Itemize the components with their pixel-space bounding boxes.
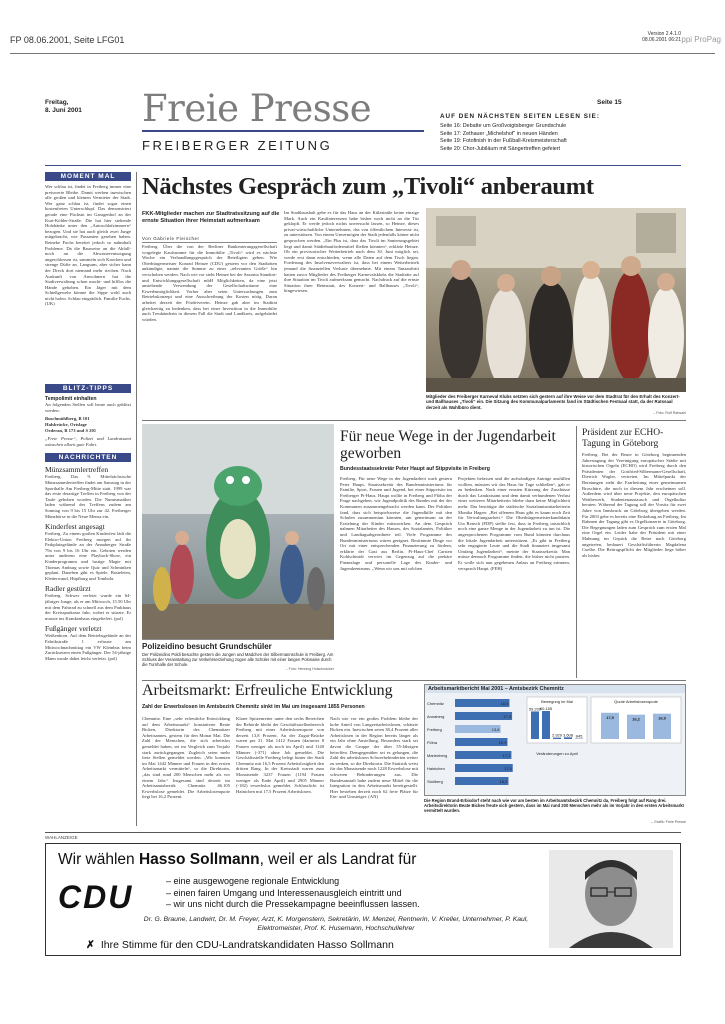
chart-mid-value: 59.200 xyxy=(528,706,542,712)
election-ad xyxy=(45,843,681,956)
chart-right-title: Quote Arbeitslosenquote xyxy=(614,699,658,704)
youth-headline: Für neue Wege in der Jugendarbeit geworben xyxy=(340,428,556,462)
blitz-list xyxy=(45,416,131,433)
carnival-photo xyxy=(426,208,686,392)
lead-col1: Freiberg. Über die von der Berliner Bankenierungsgesellschaft vorgelegte Kaufsumme für die Immobilie „Tivoli“ wird es nächste Woche ein Verhandlungsgespräch der Beteiligten geben. Wie Oberbürgermeister Konrad Heinze (CDU) gestern vor den Stadträten ankündigte, nannte die Summe zu einer „relevanten Größe“ hin verschoben werden. Nach wie vor sieht Heinze bei der Saxonia Standort- und Entwicklungsgesellschaft mbH Möglichkeiten, da eine jetzt anstehende Verwendung der Gesellschaftsräume eine Erwerbsmöglichkeit. Vorher aber seien Untersuchungen zum Betriebskonzept und eine Ausschreibung der Kosten nötig. Daran arbeitet derzeit der Förderverein. Heinze gab aber im Stadtrat gleichzeitig zu bedenken, dass bei einer Investition in die Immobilie auch Treuhänderin in diesem Fall die Stadt und Landkreis, aufgebürdet würden. xyxy=(142,244,277,322)
chart-category-label: Marienberg xyxy=(427,753,448,758)
version-text: Version 2.4.1.0 xyxy=(647,31,681,37)
masthead-logo xyxy=(142,87,424,153)
chart-value-label: 16,2 xyxy=(499,779,508,784)
chart-category-label: Chemnitz xyxy=(427,701,444,706)
news-item xyxy=(45,522,131,581)
chart-category-label: Flöha xyxy=(427,740,438,745)
ad-headline xyxy=(58,851,416,869)
chart-credit: – Grafik: Freie Presse xyxy=(651,820,686,824)
chart-mid-bar xyxy=(542,711,550,739)
chart-bottom-label: Veränderungen zu April xyxy=(536,751,578,756)
news-item xyxy=(45,584,131,621)
chart-quota-value: 17,5 xyxy=(606,714,614,720)
lead-bottom-rule xyxy=(142,420,686,421)
next-page-item: Seite 20: Chor-Jubiläum mit Sängertreffen gefeiert xyxy=(440,145,561,152)
ad-top-rule xyxy=(45,832,681,833)
chart-value-label: 17,5 xyxy=(503,766,512,771)
moment-text: Wer schlau ist, findet in Freiberg immer eine preiswerte Bleibe. Damit werben inzwischen alle großen und kleinen Vermieter der Stadt. Wer ganz schlau ist, findet sogar einen kostenfreien Unterschlupf. Das demonstriert gerade eine Füchsin im Garagenhof an der Kurt-Köhler-Straße. Die hat hier stehende Holzbänke unter den „Autoschlafzimmern“ bezogen. Und sie hat auch gleich zwei Junge mitgebracht, wie Passanten gesehen haben. Reineke Fuchs bereitet jedoch so nahmhaft Probleme. Da die Bauweise an die Abfall- noch an die Abwasserentsorgung angeschlossen ist, sammeln sich Knochen und strenge Düfte an. Langsam, aber sicher kann der Dreck dort niemand mehr riechen. Nach Auskunft von Anwohnern hat die Stadtverwaltung schon macht- und hilflos die Hände gehoben. Ein Jäger mit dem Schießgewehr könnte die Sippe wohl auch nicht holen. Schlau eingrädich. Familie Fuchs. (UK) xyxy=(45,184,131,307)
lead-headline: Nächstes Gespräch zum „Tivoli“ anberaumt xyxy=(142,173,594,200)
chart-value-label: 17,1 xyxy=(502,753,511,758)
news-title: Münzsammlertreffen xyxy=(45,465,109,475)
page-meta-version xyxy=(642,31,681,43)
next-pages-box xyxy=(440,113,685,153)
labor-col1: Chemnitz. Eine „sehr erfreuliche Entwicklung auf dem Arbeitsmarkt“ konstatierte Beate Bicken, Direktorin des Chemnitzer Arbeitsamtes, gestern für den Monat Mai. Die Zahl der Menschen, die sich arbeitslos gemeldet haben, sei im Vergleich zum Vorjahr stark zurückgegangen. Zugleich seien mehr freie Stellen gemeldet worden. „Wir konnten im Mai 1442 Männer und Frauen in den ersten Arbeitsmarkt vermitteln“, so die Direktorin, „das sind rund 200 Menschen mehr als vor einem Jahr.“ Insgesamt sind derzeit im Arbeitsamtsbezirk Chemnitz 46.105 Erwerbslose gemeldet. Die Arbeitslosenquote liegt bei 16,2 Prozent. xyxy=(142,716,230,800)
news-item xyxy=(45,465,131,519)
youth-echo-divider xyxy=(576,426,577,678)
vote-cross-icon: ✗ xyxy=(86,939,95,951)
ad-point: – eine ausgewogene regionale Entwicklung xyxy=(166,876,340,886)
blitz-note: „Freie Presse“, Polizei und Landratsamt wünschen allzeit gute Fahrt. xyxy=(45,436,131,447)
chart-quota-value: 16,9 xyxy=(658,715,666,721)
chart-mid-bar xyxy=(531,711,539,739)
carnival-caption: Mitglieder des Freiberger Karneval Klubs setzten sich gestern auf ihre Weise vor dem Stadtrat für den Erhalt des Konzert- und Ballhauses „Tivoli“ ein. Die Sitzung des Kommunalparlaments fand im Städtischen Festsaal statt, da der Ratssaal derzeit als Wahlbüro dient. xyxy=(426,394,680,410)
next-page-item: Seite 17: Zethauer „Michelshof“ in neuen Händen xyxy=(440,130,558,137)
ad-headline-pre: Wir wählen xyxy=(58,851,139,868)
news-heading: NACHRICHTEN xyxy=(45,453,131,462)
chart-value-label: 15,9 xyxy=(498,740,507,745)
moment-heading: MOMENT MAL xyxy=(45,172,131,181)
dino-photo-art xyxy=(142,424,334,639)
blitz-title: Tempolimit einhalten xyxy=(45,396,97,402)
echo-text: Freiberg. Bei der Beute in Göteborg beginnenden Jahrestagung der Vereinigung europäischer Städte mit historischen Orgeln (ECHO) wird Freiberg durch den Präsidenten der Gottfried-Silbermann-Gesellschaft, Dietrich Wagler, vertreten. Im Mittelpunkt der Beratungen steht die Erarbeitung einer gemeinsamen Broschüre, die noch in diesem Jahr erscheinen soll. Außerdem wird über neue Projekte, den europäischen Wettbewerb, Studentenaustausch und Orgelkultur beraten. Während der Tagung soll der Vorsitz für zwei Jahre von Innsbruck an Göteborg übergeben werden. Für 2003 gebe es bereits eine Einladung an Freiberg. Im Rahmen der Tagung gibt es Orgelkonzerte in Göteborg. Die Begegnungen laden zum Gespräch zum ersten Mal eine Orgel ein. Leider habe der Präsident mit einer Mahnung im Gepäck die Reise nach Göteborg angetreten, bedauert Geschäftsführerin Magdalena Cuelbe. Die Beitragspflicht der Mitglieder liege höher als bisher. xyxy=(582,452,686,558)
chart-mid-bar xyxy=(564,737,572,739)
ad-headline-name: Hasso Sollmann xyxy=(138,851,260,868)
cdu-logo: CDU xyxy=(58,879,134,915)
blitz-item: Halsbrücke, Ortslage xyxy=(45,421,87,427)
ad-vote-line xyxy=(86,939,394,951)
chart-value-label: 16,5 xyxy=(500,701,509,706)
blitz-heading: BLITZ-TIPPS xyxy=(45,384,131,393)
issue-date-text: 8. Juni 2001 xyxy=(45,107,82,114)
blitz-item: Oederan, B 173 und S 201 xyxy=(45,427,97,433)
chart-mid-value: 845 xyxy=(575,733,583,739)
youth-col1: Freiberg. Für neue Wege in der Jugendarbeit warb gestern Peter Haupt, Staatssekretär des Bundesministeriums für Familie, Sport, Frauen und Jugend, bei einer Stippvisite im Freiberger Pi-Haus. Haupt wollte in Freiberg und Flöha der Frage nachgehen, wie Jugendpolitik des Bundes mit der der Kommunen zusammengebracht werden kann. Der Politiker fand, dass sich beispielsweise die Jugendhilfe mit den Schulen zusammentun könnten, um gemeinsam an der Erziehung der Kinder mitzuwirken. An dem Gespräch nahmen Mitarbeiter des Hauses, des Sozialamtes, Politiker und Landtagsabgeordnete teil. Viele Programme des Bundesministeriums wären geeignet. Bestimmte Dinge vor Ort mit einer entsprechenden Finanzierung zu fördern, erklärte der Gast aus Berlin. Pi-Haus-Chef Carsten Kohlschmidt verwies im Gegenzug auf die prekäre Finanzlage und personelle Lage des Kinder- und Jugendzentrums. „Wenn wir uns mit solchen xyxy=(340,476,452,571)
dino-caption: Der Polizeidino Poldi besuchte gestern die Jungen und Mädchen der Silbermannschule in Freiberg. Am Schluss der Veranstaltung zur Verkehrserziehung zogen alle Schüler mit einer langen Polonaise durch die Turnhalle der Schule. xyxy=(142,652,334,667)
news-item xyxy=(45,624,131,661)
next-page-item: Seite 19: Fotofinish in der Fußball-Kreismeisterschaft xyxy=(440,138,567,144)
news-text: Freiberg. Schwer verletzt wurde ein 64-jähriger Junge, als er am Mittwoch, 15.50 Uhr mit dem Fahrrad zu schnell aus dem Parkhaus der Kreissparkasse fuhr, wobei er stürzte. Er musste ins Krankenhaus eingeliefert. (pol) xyxy=(45,593,131,621)
ad-points xyxy=(166,876,420,911)
chart-quota-value: 16,2 xyxy=(632,716,640,722)
labor-headline: Arbeitsmarkt: Erfreuliche Entwicklung xyxy=(142,682,393,699)
labor-deck: Zahl der Erwerbslosen im Amtsbezirk Chemnitz sinkt im Mai um insgesamt 1855 Personen xyxy=(142,704,365,710)
top-rule xyxy=(10,53,715,54)
news-text: Freiberg. Zu einem großen Kinderfest lädt die Elektro-Union Freiberg morgen auf ihr Parkplatzgelände an der Annaberger Straße 79a von 9 bis 16 Uhr ein. Geboten werden unter anderem eine Playback-Show, ein Kinderprogramm und lustige Magie mit Thomas Amburg sowie Quiz und Schminken geplant. Daneben gibt es Spiele, Basteleien, Kletterwand, Hüpfburg und Tombola. xyxy=(45,531,131,581)
youth-col2: Projekten befassen und die aufwändigen Anträge ausfüllen wollten, müssten wir das Haus für Tage schließen“, gab er zu bedenken. Nach einer ernsten Kürzung der Zuschüsse durch das Landratsamt und dem damit verbundenen Verlust einer weiteren Mitarbeiterin bliebe dazu keine Möglichkeit mehr. Das bestätigte die städtische Sozialamtsmitarbeiterin Monika Hagen: „Bei offenem Haus gibt es kaum noch Zeit für Verwaltungsarbeit.“ Die Oberbürgermeisterkandidatin Uta Rensch (FDP) stellte fest, dass in Freiberg tatsächlich noch eine ganze Menge in der Jugendarbeit zu tun ist. Die angesprochenen Programme vom Bund könnten durchaus die lokale Jugendarbeit unterstützen. „Es gibt in Freiberg sehr engagierte Leute und die Stadt finanziert insgesamt Umfang Jugendarbeit“, meinte der Staatssekretär. Man müsse dennoch Programme finden, die bisher nicht passten. Er wolle sich nun gegebenen Anlass an Freiberg erinnern, versprach Haupt. (FEH) xyxy=(458,476,570,571)
lead-byline: Von Gabriele Fleischer xyxy=(142,236,277,243)
chart-svg xyxy=(425,693,685,795)
issue-day: Freitag, xyxy=(45,99,69,106)
blitz-intro: An folgenden Stellen soll heute auch geblitzt werden: xyxy=(45,402,131,413)
chart-mid-value: 60.155 xyxy=(539,706,553,711)
dino-caption-box xyxy=(142,639,334,678)
labor-col3: Nach wie vor ein großes Problem bleibe der hohe Anteil von Langzeitarbeitslosen, schätzte Bicken ein. Inzwischen seien 38,4 Prozent aller Arbeitslosen in der Region bereits länger als ein Jahr ohne Anstellung. Besonders stark sei davon die Gruppe der über 55-Jährigen betroffen. Demgegenüber sei es gelungen, die Zahl der arbeitslosen Schwerbehinderten weiter zu senken, so die Direktorin. Die Statistik weist für das Monatsende noch 1228 Erwerbslose mit schweren Behinderungen aus. Die Bundesanstalt habe zudem neue Mittel für die Integration in den Arbeitsmarkt bereitgestellt. Hier bestehen derzeit noch 62 freie Plätze für Ein- und Umsteiger. (AN) xyxy=(330,716,418,800)
candidate-portrait xyxy=(549,850,673,948)
version-date: 08.06.2001 06:21 xyxy=(642,37,681,43)
chart-value-label: 17,3 xyxy=(503,714,512,719)
issue-date xyxy=(45,99,82,115)
chart-mid-value: 2.929 xyxy=(551,732,563,738)
ad-vote: Ihre Stimme für den CDU-Landratskandidaten Hasso Sollmann xyxy=(100,939,394,951)
lead-deck: FKK-Mitglieder machen zur Stadtratssitzung auf die ernste Situation ihrer Heimstatt aufmerksam xyxy=(142,211,280,224)
dino-credit: – Foto: Henning Holschnacker xyxy=(285,667,334,671)
chart-category-label: Annaberg xyxy=(427,714,445,719)
brand-mark: ppi ProPag xyxy=(681,35,721,44)
page-number: Seite 15 xyxy=(597,99,622,106)
candidate-portrait-art xyxy=(549,850,673,948)
mid-rule xyxy=(142,680,686,681)
chart-category-label: Stollberg xyxy=(427,779,443,784)
labor-col2: Klarer Spitzenreiter unter den sechs Bereichen der Behörde bleibt der Geschäftsstellenbereich Freiberg mit einer Arbeitslosenquote von derzeit 13,8 Prozent. An der Zugut-Brücke waren per 31. Mai 1412 Frauen (darunter 8 Frauen weniger als noch im April) und 1140 Männer (-371) ohne Job gemeldet. Die Geschäftsstelle Freiberg belegt hinter der Stadt Chemnitz mit 16,5 Prozent Arbeitslosigkeit den dritten Rang. In der Kreisstadt waren zum Monatsende 3237 Frauen (1194 Frauen weniger als Ende April) und 2905 Männer (-182) erwerbslos gemeldet. Schlusslicht ist Hainichen mit 17,5 Prozent Arbeitslosen. xyxy=(236,716,324,794)
dino-photo xyxy=(142,424,334,639)
carnival-credit: – Foto: Rolf Rabsahl xyxy=(653,411,686,415)
news-text: Weißenborn. Auf dem Betriebsgelände an der Fabrikstraße 1 erfasste am Mittwochnachmittag ein VW Kleinbus beim Zurücksetzen einen Fußgänger. Der 54-jährige Mann wurde dabei leicht verletzt. (pol) xyxy=(45,633,131,661)
news-title: Kinderfest angesagt xyxy=(45,522,105,532)
news-title: Fußgänger verletzt xyxy=(45,624,102,634)
ad-point: – wir uns nicht durch die Pressekampagne beeinflussen lassen. xyxy=(166,899,420,909)
masthead-title: Freie Presse xyxy=(142,87,372,130)
next-pages-heading: AUF DEN NÄCHSTEN SEITEN LESEN SIE: xyxy=(440,113,600,120)
blitz-item: Buschmühlberg, B 101 xyxy=(45,416,90,422)
ad-point: – einen fairen Umgang und Interessenausgleich eintritt und xyxy=(166,887,402,898)
chart-mid-title: Bewegung im Mai xyxy=(541,699,573,704)
lead-col2: Im Stadthaushalt gebe es für das Haus an der Külzstraße keine einzige Mark. Auch ein Kaufinteressent habe bisher noch nicht an die Tür geklopft. Er werde jedoch nichts unversucht lassen, so Heinze, dieses privat-wirtschaftliche Unternehmen, das von öffentlichem Interesse ist, zu unterstützen. Von einem Unvermögen der Stadt jedenfalls könne nicht gesprochen werden. „Ein Plus ist, dass das Tivoli im Sanierungsgebiet liegt und damit Städtebaufördermittel fließen könnten“, erklärte Heinze. Ob ein provisorischer Weiterbetrieb nach dem 30. Juni möglich sei, werde erst dann entschieden, wenn alle Daten auf dem Tisch liegen. Forderung des Insolvenzverwalters ist, dass bei einem Weiterbetrieb jemand die finanziellen Verluste übernehme. Mit einem Tanzauftritt hatten zuvor Mitglieder des Freiberger Karnevalsklubs die Stadträte auf ihre Situation im Tivoli aufmerksam gemacht. Nachdruck auf die ernste Situation ihrer Heimstatt, des Konzert- und Ballhauses „Tivoli“, hingewiesen. xyxy=(284,210,419,294)
carnival-photo-art xyxy=(426,208,686,392)
page-meta-left: FP 08.06.2001, Seite LFG01 xyxy=(10,35,125,45)
echo-headline: Präsident zur ECHO-Tagung in Göteborg xyxy=(582,428,664,449)
chart-caption: Die Region Brand-Erbisdorf steht nach wie vor am besten im Arbeitsamtsbezirk Chemnitz da, Freiberg folgt auf Rang drei. Arbeitsdirektorin Beate Bickes freute sich gestern, dass im Mai rund 200 Menschen mehr als im Vorjahr in den ersten Arbeitsmarkt vermittelt wurden. xyxy=(424,798,684,814)
sidebar xyxy=(45,172,131,664)
dino-title: Polizeidino besucht Grundschüler xyxy=(142,642,272,651)
news-title: Radler gestürzt xyxy=(45,584,91,594)
chart-mid-value: 3.608 xyxy=(562,732,574,738)
chart-value-label: 13,8 xyxy=(491,727,500,732)
sidebar-divider xyxy=(136,172,137,826)
labor-chart xyxy=(424,684,686,796)
chart-mid-bar xyxy=(553,738,561,739)
news-list xyxy=(45,465,131,661)
masthead-subtitle: FREIBERGER ZEITUNG xyxy=(142,138,333,153)
ad-label: WAHLANZEIGE xyxy=(45,835,78,840)
masthead-rule xyxy=(142,130,424,132)
next-page-item: Seite 16: Debatte um Großvoigtsberger Grundschule xyxy=(440,123,567,129)
news-text: Freiberg. Das 9. Mittelsächsische Münzsammlertreffen findet am Samstag in der Sporthalle Am Freiberg-Mitte statt. 1999 war das erste derartige Treffen in Freiberg von der Taufe gehoben worden. Die Numismatiker laden während des Treffens zudem am Sonntag von 9 bis 15 Uhr zur 42. Freiberger Münzbörse in die Neue Mensa ein. xyxy=(45,474,131,519)
chart-category-label: Hainichen xyxy=(427,766,445,771)
ad-signers: Dr. G. Braune, Landwirt, Dr. M. Freyer, Arzt, K. Morgenstern, Sekretärin, W. Menzel, Rentnerin, V. Kreller, Unternehmer, P. Kaul, Elektromeister, Prof. K. Husemann, Hochschullehrer xyxy=(143,916,529,932)
chart-title: Arbeitsmarktbericht Mai 2001 – Amtsbezirk Chemnitz xyxy=(425,685,685,693)
masthead-bottom-rule xyxy=(45,165,681,166)
next-pages-list xyxy=(440,123,685,153)
chart-category-label: Freiberg xyxy=(427,727,442,732)
ad-headline-post: , weil er als Landrat für xyxy=(259,851,417,868)
youth-deck: Bundesstaatssekretär Peter Haupt auf Stippvisite in Freiberg xyxy=(340,466,490,472)
